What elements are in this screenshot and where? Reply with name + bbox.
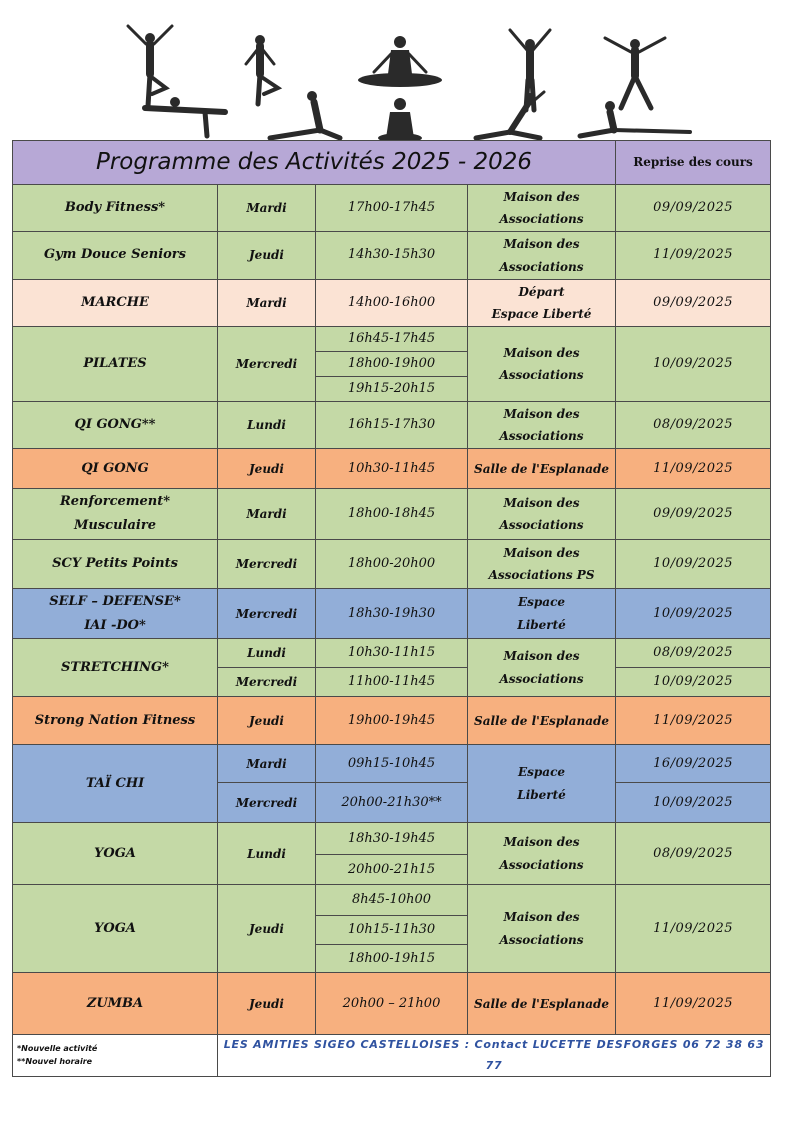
table-row [13, 232, 771, 280]
activity-day: Mardi [218, 745, 316, 783]
table-row [13, 540, 771, 589]
footnote-new-activity: *Nouvelle activité [17, 1043, 98, 1053]
table-row [13, 280, 771, 327]
table-row [13, 697, 771, 745]
activity-place: Espace Liberté [468, 745, 616, 823]
page-title: Programme des Activités 2025 - 2026 [13, 141, 616, 185]
activity-day: Mardi [218, 489, 316, 540]
activity-name: QI GONG [13, 449, 218, 489]
activity-date: 10/09/2025 [616, 589, 771, 639]
activity-place: Salle de l'Esplanade [468, 973, 616, 1035]
table-row [13, 449, 771, 489]
activity-place: Maison des Associations [468, 185, 616, 232]
activity-date: 10/09/2025 [616, 327, 771, 402]
activity-day: Mardi [218, 280, 316, 327]
lunge-pose-icon [476, 92, 544, 138]
activity-place: Maison des Associations [468, 489, 616, 540]
activities-table [12, 140, 771, 1077]
activity-time: 16h15-17h30 [316, 402, 468, 449]
activity-time: 16h45-17h45 [316, 327, 468, 352]
activity-date: 10/09/2025 [616, 668, 771, 697]
activity-name: Strong Nation Fitness [13, 697, 218, 745]
activity-day: Mercredi [218, 783, 316, 823]
activity-time: 18h00-19h00 [316, 352, 468, 377]
activity-date: 16/09/2025 [616, 745, 771, 783]
activity-place: Maison des Associations PS [468, 540, 616, 589]
activity-name: Renforcement* Musculaire [13, 489, 218, 540]
activity-date: 11/09/2025 [616, 449, 771, 489]
activity-place: Maison des Associations [468, 639, 616, 697]
activity-time: 10h15-11h30 [316, 916, 468, 945]
seated-pose-icon [378, 98, 422, 140]
activity-name: YOGA [13, 885, 218, 973]
yoga-silhouettes-banner [110, 22, 700, 140]
table-row [13, 402, 771, 449]
table-row [13, 327, 771, 352]
activity-day: Mercredi [218, 540, 316, 589]
activity-day: Mercredi [218, 327, 316, 402]
activity-day: Jeudi [218, 697, 316, 745]
activity-place: Maison des Associations [468, 232, 616, 280]
warrior-pose-icon [605, 38, 665, 108]
activity-time: 11h00-11h45 [316, 668, 468, 697]
activity-time: 8h45-10h00 [316, 885, 468, 916]
activity-name: ZUMBA [13, 973, 218, 1035]
activity-place: Espace Liberté [468, 589, 616, 639]
table-row [13, 973, 771, 1035]
table-row [13, 639, 771, 668]
activity-place: Salle de l'Esplanade [468, 449, 616, 489]
activity-date: 10/09/2025 [616, 783, 771, 823]
activity-time: 10h30-11h15 [316, 639, 468, 668]
activity-name: Gym Douce Seniors [13, 232, 218, 280]
tree-pose-icon [246, 35, 278, 104]
footnote-new-schedule: **Nouvel horaire [17, 1056, 93, 1066]
table-row [13, 589, 771, 639]
activity-name: Body Fitness* [13, 185, 218, 232]
balance-pose-icon [145, 97, 225, 136]
lotus-pose-icon [358, 36, 442, 87]
activity-date: 10/09/2025 [616, 540, 771, 589]
activity-day: Jeudi [218, 449, 316, 489]
activity-time: 09h15-10h45 [316, 745, 468, 783]
activity-place: Salle de l'Esplanade [468, 697, 616, 745]
activity-date: 08/09/2025 [616, 823, 771, 885]
activity-time: 14h30-15h30 [316, 232, 468, 280]
activity-date: 11/09/2025 [616, 232, 771, 280]
table-row [13, 823, 771, 855]
activity-place: Maison des Associations [468, 885, 616, 973]
activity-time: 20h00 – 21h00 [316, 973, 468, 1035]
activity-date: 09/09/2025 [616, 280, 771, 327]
activity-time: 17h00-17h45 [316, 185, 468, 232]
activity-place: Maison des Associations [468, 402, 616, 449]
activity-place: Maison des Associations [468, 823, 616, 885]
activity-name: SCY Petits Points [13, 540, 218, 589]
activity-name: YOGA [13, 823, 218, 885]
table-row [13, 489, 771, 540]
activity-day: Mercredi [218, 589, 316, 639]
activity-day: Jeudi [218, 973, 316, 1035]
activity-date: 08/09/2025 [616, 402, 771, 449]
activity-time: 18h30-19h45 [316, 823, 468, 855]
activity-day: Mercredi [218, 668, 316, 697]
activity-time: 20h00-21h30** [316, 783, 468, 823]
activity-time: 18h00-20h00 [316, 540, 468, 589]
activity-name: SELF – DEFENSE* IAI -DO* [13, 589, 218, 639]
activity-day: Lundi [218, 639, 316, 668]
activity-time: 18h30-19h30 [316, 589, 468, 639]
activity-place: Départ Espace Liberté [468, 280, 616, 327]
activity-day: Jeudi [218, 232, 316, 280]
activity-date: 09/09/2025 [616, 489, 771, 540]
extended-pose-icon [580, 101, 690, 136]
triangle-pose-icon [270, 91, 340, 138]
activity-time: 19h15-20h15 [316, 377, 468, 402]
activity-place: Maison des Associations [468, 327, 616, 402]
table-row [13, 185, 771, 232]
activity-day: Mardi [218, 185, 316, 232]
activity-time: 19h00-19h45 [316, 697, 468, 745]
table-row [13, 885, 771, 916]
activity-time: 10h30-11h45 [316, 449, 468, 489]
activity-day: Lundi [218, 402, 316, 449]
table-row [13, 745, 771, 783]
activity-time: 14h00-16h00 [316, 280, 468, 327]
activity-time: 18h00-19h15 [316, 945, 468, 973]
footnotes [13, 1035, 218, 1077]
activity-date: 11/09/2025 [616, 885, 771, 973]
activity-name: TAÏ CHI [13, 745, 218, 823]
activity-time: 18h00-18h45 [316, 489, 468, 540]
activity-name: STRETCHING* [13, 639, 218, 697]
activity-name: PILATES [13, 327, 218, 402]
activity-day: Jeudi [218, 885, 316, 973]
activity-date: 11/09/2025 [616, 973, 771, 1035]
activity-date: 09/09/2025 [616, 185, 771, 232]
activity-date: 11/09/2025 [616, 697, 771, 745]
activity-name: MARCHE [13, 280, 218, 327]
activity-time: 20h00-21h15 [316, 855, 468, 885]
activity-day: Lundi [218, 823, 316, 885]
contact-info: LES AMITIES SIGEO CASTELLOISES : Contact LUCETTE DESFORGES 06 72 38 63 77 [218, 1035, 771, 1077]
reprise-header: Reprise des cours [616, 141, 771, 185]
activity-name: QI GONG** [13, 402, 218, 449]
activity-date: 08/09/2025 [616, 639, 771, 668]
tree-pose-icon [128, 26, 172, 106]
